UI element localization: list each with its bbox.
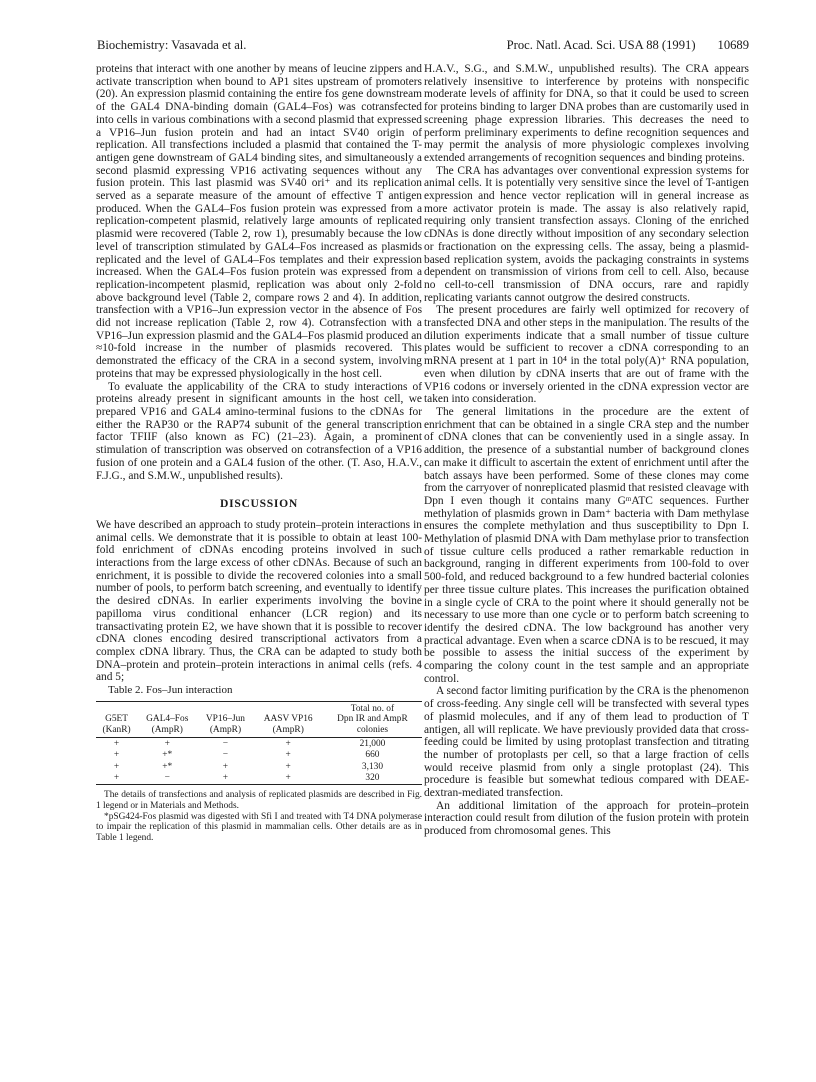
table-footnotes (96, 790, 422, 843)
table-header-cell: AASV VP16 (AmpR) (253, 701, 322, 737)
body-paragraph: The CRA has advantages over conventional expression systems for animal cells. It is potentially very sensitive since the level of T-antigen expression and hence vector replication will in general increase as more activator protein is made. The assay is also relatively rapid, requiring only transient transfection assays. Cloning of the enriched cDNAs is done directly without imposition of any secondary selection or fractionation on the expressing cells. The assay, being a plasmid-based replication system, avoids the packaging constraints in systems dependent on transmission of virions from cell to cell. Also, because no cell-to-cell transmission of DNA occurs, rare and rapidly replicating variants cannot outgrow the desired constructs. (424, 164, 749, 304)
table-cell: − (137, 773, 197, 785)
body-paragraph: H.A.V., S.G., and S.M.W., unpublished results). The CRA appears relatively insensitive to interference by proteins with nonspecific moderate levels of affinity for DNA, so that it could be used to screen for proteins binding to larger DNA probes than are customarily used in screening phage expression libraries. This decreases the need to perform preliminary experiments to define recognition sequences and may permit the analysis of more physiologic complexes involving extended arrangements of recognition sequences and binding proteins. (424, 63, 749, 164)
fos-jun-table (96, 701, 422, 786)
journal-citation (507, 38, 749, 53)
table-cell: − (222, 750, 229, 761)
table-cell: + (285, 750, 291, 761)
body-paragraph: To evaluate the applicability of the CRA to study interactions of proteins already present in significant amounts in the host cell, we prepared VP16 and GAL4 amino-terminal fusions to the cDNAs for either the RAP30 or the RAP74 subunit of the general transcription factor TFIIF (also known as FC) (21–23). Again, a prominent stimulation of transcription was observed on cotransfection of a VP16 fusion of one protein and a GAL4 fusion of the other. (T. Aso, H.A.V., F.J.G., and S.M.W., unpublished results). (96, 380, 422, 482)
discussion-paragraph: We have described an approach to study protein–protein interactions in animal cells. We demonstrate that it is possible to obtain at least 100-fold enrichment of cDNAs encoding proteins involved in such interactions from the large excess of other cDNAs. Because of such an enrichment, it is possible to divide the recovered colonies into a small number of pools, to perform batch screening, and eventually to identify the desired cDNAs. In earlier experiments involving the bovine papilloma virus conditional enhancer (LCR region) and its transactivating protein E2, we have shown that it is possible to recover cDNA clones encoding desired transcriptional activators from a complex cDNA library. Thus, the CRA can be adapted to study both DNA–protein and protein–protein interactions in animal cells (refs. 4 and 5; (96, 518, 422, 684)
table-cell: 21,000 (359, 738, 386, 749)
table-cell: + (285, 738, 291, 749)
body-paragraph: The general limitations in the procedure are the extent of enrichment that can be obtained in a single CRA step and the number of cDNA clones that can be conveniently used in a single assay. In addition, the presence of a substantial number of background clones can make it difficult to ascertain the extent of enrichment until after the batch assays have been performed. Some of these clones may come from the carryover of nonreplicated plasmid that resisted cleavage with Dpn I even though it contains many GᵐATC sequences. Further methylation of plasmids grown in Dam⁺ bacteria with Dam methylase ensures the complete methylation and thus susceptibility to Dpn I. Methylation of plasmid DNA with Dam methylase prior to transfection of tissue culture cells produced a rather remarkable reduction in background, ranging in different experiments from 100-fold to over 500-fold, and reduced background to a few hundred bacterial colonies per three tissue culture plates. This increases the purification obtained in a single cycle of CRA to the point where it should generally not be necessary to use more than one cycle or to perform batch screening to identify the desired cDNA. The low background has another very practical advantage. Even when a scarce cDNA is to be rescued, it may be possible to assess the initial success of the experiment by comparing the colony count in the test sample and an appropriate control. (424, 405, 749, 685)
body-paragraph: The present procedures are fairly well optimized for recovery of transfected DNA and other steps in the manipulation. The results of the dilution experiments indicate that a small number of tissue culture plates would be sufficient to recover a cDNA corresponding to an mRNA present at 1 part in 10⁴ in the total poly(A)⁺ RNA population, even when dilution by cDNA inserts that are out of frame with the VP16 codons or inversely oriented in the cDNA expression vector are taken into consideration. (424, 304, 749, 406)
right-column (424, 63, 749, 838)
table-row (96, 750, 422, 762)
page-number: 10689 (717, 38, 749, 52)
body-paragraph: proteins that interact with one another by means of leucine zippers and activate transcription when bound to AP1 sites upstream of promoters (20). An expression plasmid containing the entire fos gene downstream of the GAL4 DNA-binding domain (GAL4–Fos) was cotransfected into cells in various combinations with a second plasmid that expressed a VP16–Jun fusion protein and had an intact SV40 origin of replication. All transfections included a plasmid that contained the T-antigen gene downstream of GAL4 binding sites, and simultaneously a second plasmid expressing VP16 activating sequences without any fusion protein. This last plasmid was SV40 ori⁺ and its replication served as a separate measure of the amount of effective T antigen produced. When the GAL4–Fos fusion protein was expressed from a replication-competent plasmid, relatively large amounts of replicated plasmid were recovered (Table 2, row 1), presumably because the low level of transcription stimulated by GAL4–Fos increased as plasmids replicated and the level of GAL4–Fos templates and their expression increased. When the GAL4–Fos fusion protein was expressed from a replication-incompetent plasmid, replication was about only 2-fold above background level (Table 2, compare rows 2 and 4). In addition, transfection with a VP16–Jun expression vector in the absence of Fos did not increase replication (Table 2, row 4). Cotransfection with a VP16–Jun expression plasmid and the GAL4–Fos plasmid produced an ≈10-fold increase in the number of plasmids recovered. This demonstrated the efficacy of the CRA in a second system, involving proteins that may be expressed physiologically in the host cell. (96, 63, 422, 380)
table-header-cell: VP16–Jun (AmpR) (197, 701, 253, 737)
body-paragraph: A second factor limiting purification by the CRA is the phenomenon of cross-feeding. Any single cell will be transfected with several types of plasmid molecules, and if any of them lead to production of T antigen, all will replicate. We have previously provided data that cross-feeding could be limited by using protoplast transfection and titrating the number of protoplasts per cell, so that a large fraction of cells would receive plasmid from only a single protoplast (24). This procedure is feasible but somewhat tedious compared with DEAE-dextran-mediated transfection. (424, 685, 749, 800)
table-header-row (96, 701, 422, 737)
table-row (96, 761, 422, 773)
table-header-cell: G5ET (KanR) (96, 701, 137, 737)
table-header-cell: GAL4–Fos (AmpR) (137, 701, 197, 737)
table-cell: + (96, 773, 137, 785)
table-footnote: The details of transfections and analysis of replicated plasmids are described in Fig. 1 legend or in Materials and Methods. (96, 790, 422, 811)
table-cell: +* (162, 761, 173, 772)
table-cell: + (253, 773, 322, 785)
table-cell: + (113, 750, 120, 761)
body-paragraph: An additional limitation of the approach for protein–protein interaction could result from dilution of the fusion protein with protein produced from chromosomal genes. This (424, 799, 749, 838)
table-title: Table 2. Fos–Jun interaction (108, 684, 233, 697)
table-cell: + (197, 773, 253, 785)
left-column (96, 63, 422, 843)
table-cell: + (164, 738, 170, 749)
journal-running-title: Biochemistry: Vasavada et al. (97, 38, 247, 52)
table-cell: +* (162, 750, 173, 761)
table-cell: 3,130 (361, 761, 383, 772)
table-cell: + (113, 738, 120, 749)
table-row (96, 773, 422, 785)
table-footnote: *pSG424-Fos plasmid was digested with Sfi I and treated with T4 DNA polymerase to impair the replication of this plasmid in mammalian cells. Other details are as in Table 1 legend. (96, 811, 422, 843)
table-header-cell: Total no. of Dpn IR and AmpR colonies (323, 701, 422, 737)
table-cell: + (222, 761, 229, 772)
section-heading-discussion: DISCUSSION (220, 497, 298, 511)
journal-name: Proc. Natl. Acad. Sci. USA 88 (1991) (506, 38, 696, 52)
table-cell: + (113, 761, 120, 772)
table-cell: + (285, 761, 291, 772)
table-cell: 320 (323, 773, 422, 785)
running-header (97, 38, 749, 56)
table-row (96, 737, 422, 749)
table-cell: 660 (365, 750, 380, 761)
table-cell: − (222, 738, 229, 749)
